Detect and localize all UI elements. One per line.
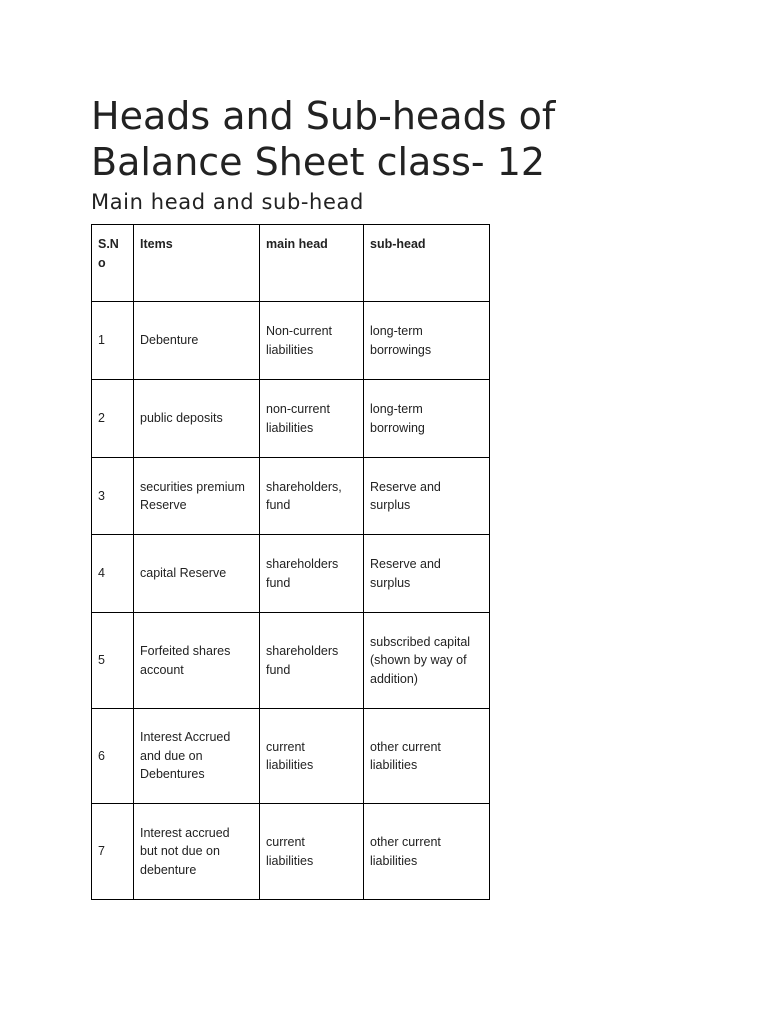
cell-sub-head: Reserve and surplus — [364, 458, 490, 535]
cell-sub-head: Reserve and surplus — [364, 535, 490, 613]
table-header — [92, 225, 490, 302]
cell-main-head: current liabilities — [260, 709, 364, 804]
cell-sub-head: other current liabilities — [364, 804, 490, 900]
cell-sno: 3 — [92, 458, 134, 535]
table-row — [92, 302, 490, 380]
cell-item: securities premium Reserve — [134, 458, 260, 535]
document-title: Heads and Sub-heads of Balance Sheet class- 12 — [91, 94, 556, 184]
cell-main-head: Non-current liabilities — [260, 302, 364, 380]
cell-sno: 5 — [92, 613, 134, 709]
cell-item: capital Reserve — [134, 535, 260, 613]
table-header-row — [92, 225, 490, 302]
cell-main-head: non-current liabilities — [260, 380, 364, 458]
table-row — [92, 613, 490, 709]
cell-sno: 2 — [92, 380, 134, 458]
cell-main-head: shareholders fund — [260, 613, 364, 709]
cell-item: Debenture — [134, 302, 260, 380]
table-row — [92, 709, 490, 804]
document-header — [91, 93, 711, 215]
table-row — [92, 804, 490, 900]
cell-sno: 6 — [92, 709, 134, 804]
cell-sno: 7 — [92, 804, 134, 900]
cell-sub-head: other current liabilities — [364, 709, 490, 804]
table-body — [92, 302, 490, 900]
table-row — [92, 380, 490, 458]
cell-sub-head: long-term borrowing — [364, 380, 490, 458]
header-sub-head: sub-head — [364, 225, 490, 302]
header-items: Items — [134, 225, 260, 302]
cell-sub-head: long-term borrowings — [364, 302, 490, 380]
header-sno: S.N o — [92, 225, 134, 302]
cell-item: Interest Accrued and due on Debentures — [134, 709, 260, 804]
cell-main-head: shareholders, fund — [260, 458, 364, 535]
document-subtitle: Main head and sub-head — [91, 190, 364, 214]
cell-sno: 1 — [92, 302, 134, 380]
cell-item: Interest accrued but not due on debenture — [134, 804, 260, 900]
table-row — [92, 535, 490, 613]
header-main-head: main head — [260, 225, 364, 302]
cell-main-head: shareholders fund — [260, 535, 364, 613]
cell-main-head: current liabilities — [260, 804, 364, 900]
cell-item: public deposits — [134, 380, 260, 458]
cell-sno: 4 — [92, 535, 134, 613]
table-row — [92, 458, 490, 535]
cell-sub-head: subscribed capital (shown by way of addition) — [364, 613, 490, 709]
heads-table — [91, 224, 490, 900]
cell-item: Forfeited shares account — [134, 613, 260, 709]
